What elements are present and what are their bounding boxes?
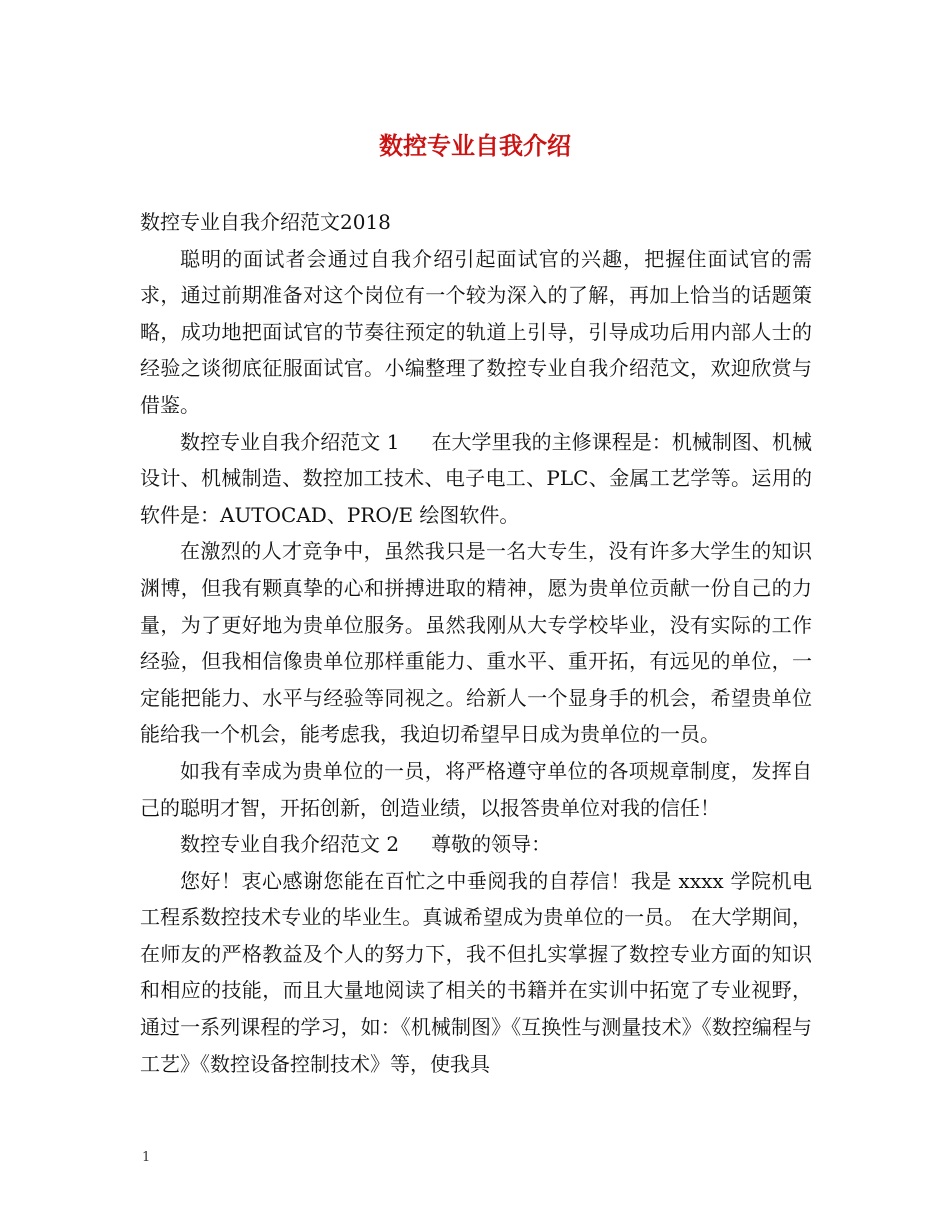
section2-first-paragraph — [140, 826, 812, 863]
intro-paragraph: 聪明的面试者会通过自我介绍引起面试官的兴趣，把握住面试官的需求，通过前期准备对这个岗位有一个较为深入的了解，再加上恰当的话题策略，成功地把面试官的节奏往预定的轨道上引导，引导成功后用内部人士的经验之谈彻底征服面试官。小编整理了数控专业自我介绍范文，欢迎欣赏与借鉴。 — [140, 246, 812, 417]
section1-heading: 数控专业自我介绍范文 1 — [180, 429, 400, 454]
section2-lead: 尊敬的领导： — [431, 832, 552, 857]
section2-paragraph: 您好！衷心感谢您能在百忙之中垂阅我的自荐信！我是 xxxx 学院机电工程系数控技术专业的毕业生。真诚希望成为贵单位的一员。 在大学期间，在师友的严格教益及个人的努力下，我不但扎实掌握了数控专业方面的知识和相应的技能，而且大量地阅读了相关的书籍并在实训中拓宽了专业视野，通过一系列课程的学习，如：《机械制图》《互换性与测量技术》《数控编程与工艺》《数控设备控制技术》等，使我具 — [140, 868, 812, 1076]
section2-heading: 数控专业自我介绍范文 2 — [180, 832, 400, 857]
document-title: 数控专业自我介绍 — [379, 132, 571, 160]
section1-paragraph: 如我有幸成为贵单位的一员，将严格遵守单位的各项规章制度，发挥自己的聪明才智，开拓创新，创造业绩，以报答贵单位对我的信任！ — [140, 758, 812, 820]
page-number: 1 — [142, 1150, 151, 1165]
section1-lead: 在大学里我的主修课程是：机械制图、机械设计、机械制造、数控加工技术、电子电工、PLC、金属工艺学等。运用的软件是：AUTOCAD、PRO/E 绘图软件。 — [140, 429, 812, 527]
document-body — [140, 204, 812, 1082]
document-subtitle: 数控专业自我介绍范文2018 — [140, 210, 391, 234]
section1-paragraph: 在激烈的人才竞争中，虽然我只是一名大专生，没有许多大学生的知识渊博，但我有颗真挚的心和拼搏进取的精神，愿为贵单位贡献一份自己的力量，为了更好地为贵单位服务。虽然我刚从大专学校毕业，没有实际的工作经验，但我相信像贵单位那样重能力、重水平、重开拓，有远见的单位，一定能把能力、水平与经验等同视之。给新人一个显身手的机会，希望贵单位能给我一个机会，能考虑我，我迫切希望早日成为贵单位的一员。 — [140, 539, 812, 747]
section1-first-paragraph — [140, 424, 812, 534]
